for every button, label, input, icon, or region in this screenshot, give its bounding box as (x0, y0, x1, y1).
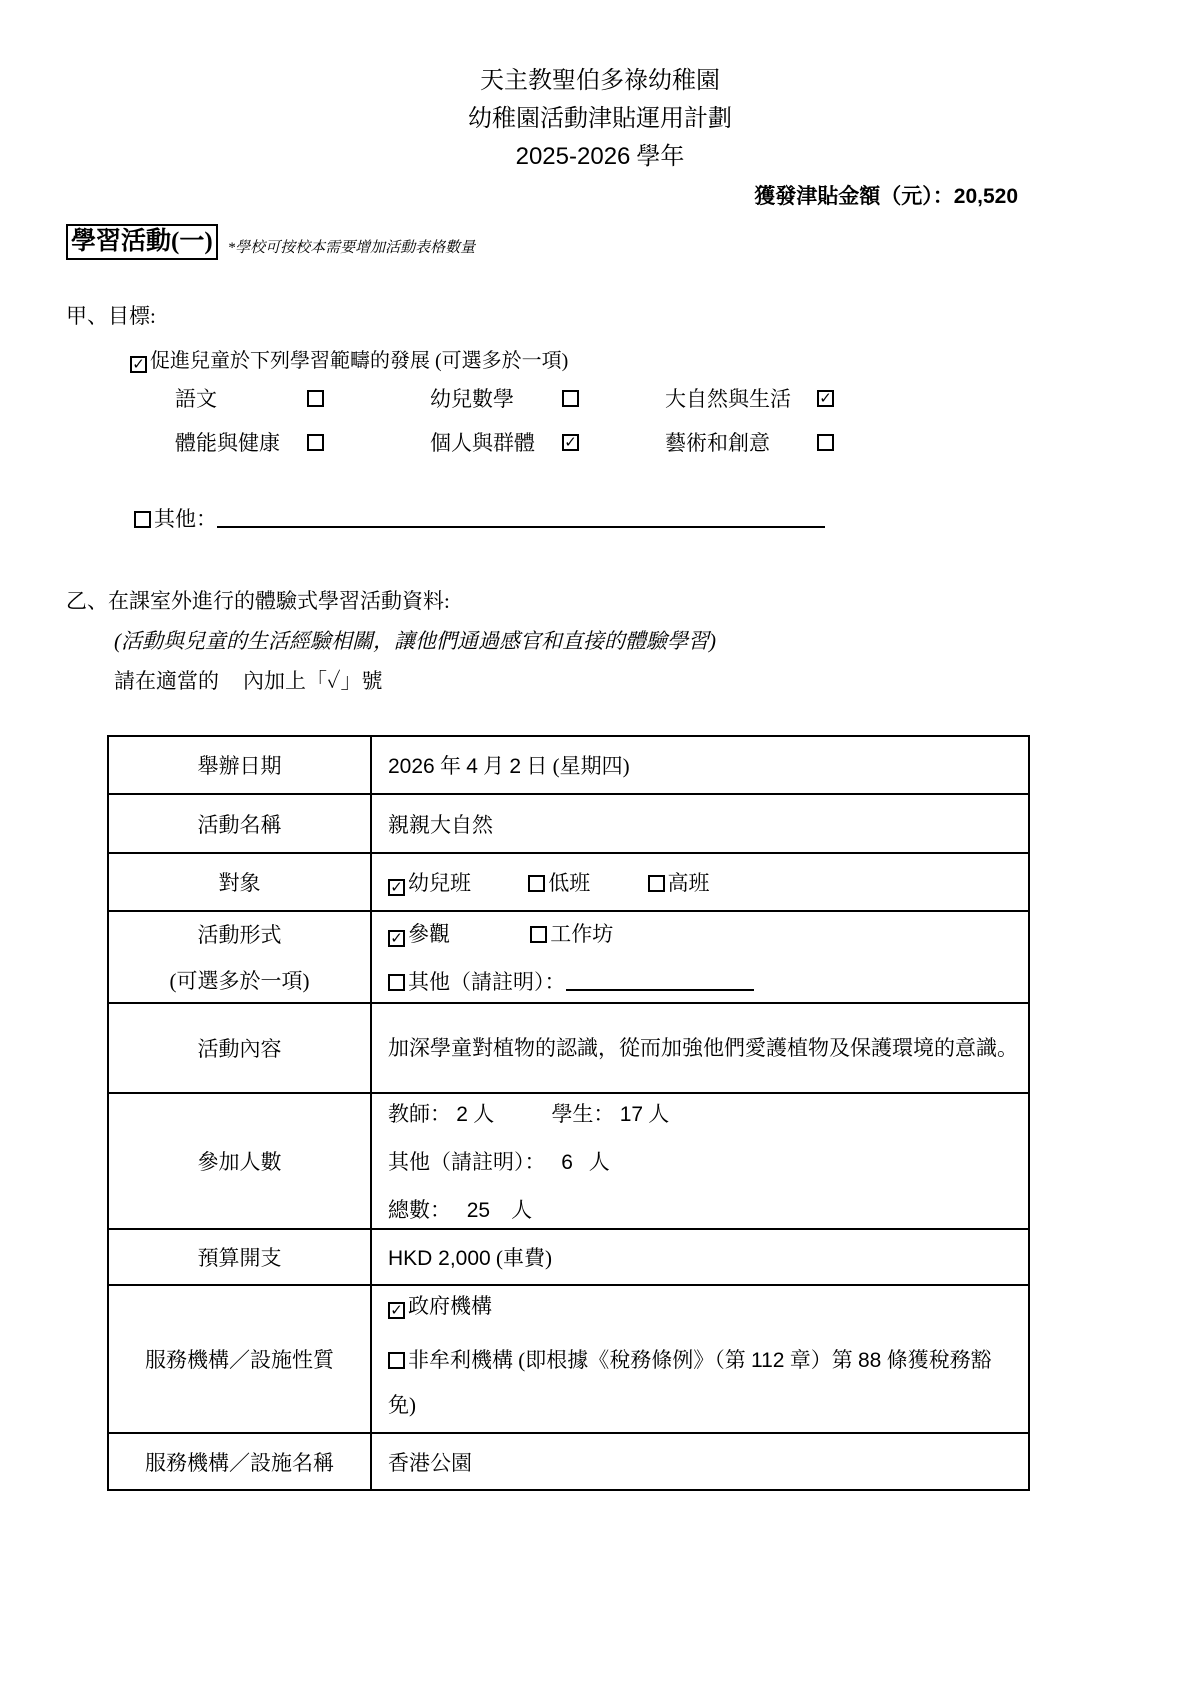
format-other-line (388, 966, 1018, 996)
other-goal-blank-line[interactable] (217, 510, 825, 528)
row-org-type (108, 1285, 1029, 1433)
domain-self-society-label: 個人與群體 (430, 431, 535, 455)
instruction-prefix: 請在適當的 (114, 669, 219, 693)
date-year: 2026 (388, 755, 435, 778)
total-label: 總數： (388, 1198, 451, 1222)
domain-arts-creativity-checkbox[interactable] (817, 434, 834, 451)
other-goal-checkbox[interactable] (134, 511, 151, 528)
section-b-note: (活動與兒童的生活經驗相關，讓他們通過感官和直接的體驗學習) (114, 629, 716, 653)
format-other-label: 其他（請註明）： (408, 970, 566, 994)
teacher-label: 教師： (388, 1102, 451, 1126)
student-label: 學生： (551, 1102, 615, 1126)
row-budget (108, 1229, 1029, 1285)
participants-other-count: 6 (561, 1151, 573, 1174)
target-option-nursery (388, 871, 471, 895)
domain-self-society-checkbox[interactable]: ✓ (562, 434, 579, 451)
format-options-line (388, 918, 1018, 948)
section-b-heading: 乙、在課室外進行的體驗式學習活動資料: (66, 589, 450, 613)
goal-line (130, 344, 1134, 373)
org-type-nonprofit-text-3: 條獲稅務豁免) (388, 1348, 992, 1417)
teacher-count: 2 (456, 1103, 468, 1126)
domain-physical-health (175, 427, 430, 457)
domain-self-society (430, 427, 665, 457)
target-option-upper (648, 871, 710, 895)
school-year (66, 138, 1134, 176)
total-unit: 人 (511, 1198, 533, 1222)
activity-note: *學校可按校本需要增加活動表格數量 (227, 240, 476, 256)
domain-early-math-label: 幼兒數學 (430, 387, 514, 411)
activity-details-table (107, 735, 1030, 1491)
teacher-unit: 人 (467, 1102, 495, 1126)
row-date (108, 736, 1029, 794)
domain-language-checkbox[interactable] (307, 390, 324, 407)
participants-line-1 (388, 1098, 1018, 1128)
row-format (108, 911, 1029, 1003)
subsidy-amount-line (66, 180, 1134, 210)
domain-arts-creativity (665, 427, 1134, 457)
student-count: 17 (619, 1103, 644, 1126)
format-value (371, 911, 1029, 1003)
date-day: 2 (509, 755, 522, 778)
org-type-label: 服務機構／設施性質 (108, 1285, 371, 1433)
activity-name-value: 親親大自然 (371, 794, 1029, 853)
format-workshop-label: 工作坊 (550, 922, 614, 946)
domain-physical-health-checkbox[interactable] (307, 434, 324, 451)
org-type-gov-line (388, 1290, 1018, 1320)
domain-language-label: 語文 (175, 387, 217, 411)
date-label: 舉辦日期 (108, 736, 371, 794)
activity-section-header (66, 224, 1134, 260)
target-nursery-checkbox[interactable]: ✓ (388, 879, 405, 896)
target-lower-label: 低班 (548, 871, 591, 895)
org-type-value (371, 1285, 1029, 1433)
participants-other-unit: 人 (588, 1150, 610, 1174)
row-participants (108, 1093, 1029, 1229)
participants-value (371, 1093, 1029, 1229)
org-type-nonprofit-text-2: 章）第 (784, 1348, 858, 1372)
org-type-nonprofit-checkbox[interactable] (388, 1352, 405, 1369)
target-upper-label: 高班 (667, 871, 710, 895)
domain-arts-creativity-label: 藝術和創意 (665, 431, 770, 455)
target-value (371, 853, 1029, 911)
budget-label: 預算開支 (108, 1229, 371, 1285)
domain-nature-living (665, 383, 1134, 413)
target-upper-checkbox[interactable] (648, 875, 665, 892)
budget-amount: HKD 2,000 (388, 1247, 491, 1270)
row-org-name (108, 1433, 1029, 1490)
row-activity-name (108, 794, 1029, 853)
participants-line-2 (388, 1146, 1018, 1176)
domain-nature-living-label: 大自然與生活 (665, 387, 791, 411)
learning-domain-grid (175, 383, 1134, 457)
section-a-heading: 甲、目標: (66, 304, 156, 328)
school-name: 天主教聖伯多祿幼稚園 (480, 68, 720, 94)
domain-language (175, 383, 430, 413)
section-b-instruction (114, 665, 1134, 695)
domain-early-math-checkbox[interactable] (562, 390, 579, 407)
content-value (371, 1003, 1029, 1093)
date-weekday: (星期四) (552, 754, 630, 778)
org-type-nonprofit-text-1: 非牟利機構 (即根據《稅務條例》（第 (408, 1348, 751, 1372)
content-label: 活動內容 (108, 1003, 371, 1093)
subsidy-label: 獲發津貼金額（元）： (754, 184, 954, 208)
format-visit-checkbox[interactable]: ✓ (388, 930, 405, 947)
school-year-number: 2025-2026 (515, 143, 631, 170)
date-value (371, 736, 1029, 794)
format-label-cell (108, 911, 371, 1003)
row-content (108, 1003, 1029, 1093)
activity-name-label: 活動名稱 (108, 794, 371, 853)
plan-title: 幼稚園活動津貼運用計劃 (468, 106, 732, 132)
other-goal-label: 其他： (154, 507, 217, 531)
format-option-workshop (530, 922, 613, 946)
org-type-chapter-number: 112 (751, 1349, 785, 1372)
domain-physical-health-label: 體能與健康 (175, 431, 280, 455)
subsidy-amount: 20,520 (953, 185, 1018, 208)
budget-value (371, 1229, 1029, 1285)
target-lower-checkbox[interactable] (528, 875, 545, 892)
org-name-label: 服務機構／設施名稱 (108, 1433, 371, 1490)
row-target (108, 853, 1029, 911)
format-other-blank-line[interactable] (566, 973, 754, 991)
goal-label: 促進兒童於下列學習範疇的發展 (可選多於一項) (150, 350, 569, 372)
org-type-section-number: 88 (857, 1349, 882, 1372)
org-name-value: 香港公園 (371, 1433, 1029, 1490)
participants-other-label: 其他（請註明）： (388, 1150, 546, 1174)
domain-early-math (430, 383, 665, 413)
content-text: 加深學童對植物的認識，從而加強他們愛護植物及保護環境的意識。 (388, 1035, 1018, 1060)
goal-checkbox[interactable]: ✓ (130, 356, 147, 373)
total-count: 25 (466, 1199, 491, 1222)
domain-nature-living-checkbox[interactable]: ✓ (817, 390, 834, 407)
document-title (66, 62, 1134, 176)
section-a-other-line (134, 503, 1134, 533)
date-day-unit: 日 (521, 754, 553, 778)
format-label-note: (可選多於一項) (169, 969, 310, 993)
participants-line-3 (388, 1194, 1018, 1224)
date-month: 4 (466, 755, 478, 778)
org-type-nonprofit-line (388, 1338, 1018, 1428)
format-label: 活動形式 (197, 923, 282, 947)
budget-note: (車費) (490, 1246, 552, 1270)
date-year-unit: 年 (434, 754, 467, 778)
org-type-gov-label: 政府機構 (408, 1294, 492, 1318)
format-option-visit (388, 922, 450, 946)
school-year-unit: 學年 (630, 144, 685, 170)
student-unit: 人 (643, 1102, 670, 1126)
target-nursery-label: 幼兒班 (408, 871, 471, 895)
format-other-checkbox[interactable] (388, 974, 405, 991)
participants-label: 參加人數 (108, 1093, 371, 1229)
format-visit-label: 參觀 (408, 922, 450, 946)
org-type-gov-checkbox[interactable]: ✓ (388, 1302, 405, 1319)
target-label: 對象 (108, 853, 371, 911)
date-month-unit: 月 (477, 754, 510, 778)
activity-title-box: 學習活動(一) (66, 224, 218, 260)
target-option-lower (528, 871, 590, 895)
instruction-suffix: 內加上「✓」號 (243, 669, 383, 693)
format-workshop-checkbox[interactable] (530, 926, 547, 943)
